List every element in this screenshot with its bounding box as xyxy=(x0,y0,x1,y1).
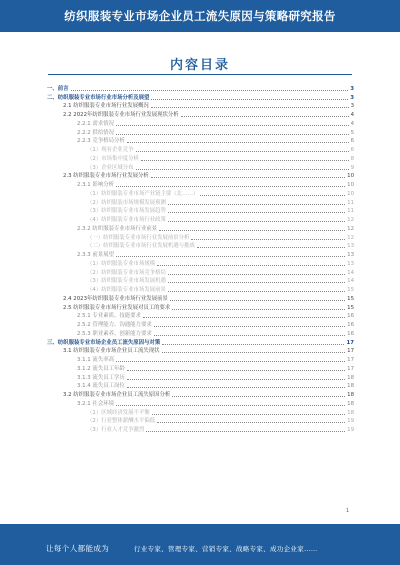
toc-entry-label: （2）纺织服装专业市场竞争格局 xyxy=(87,269,166,276)
toc-leader-dots xyxy=(136,150,349,152)
toc-entry-page: 16 xyxy=(347,322,354,328)
toc-entry-page: 18 xyxy=(347,392,354,398)
toc-entry-label: （1）现有企业竞争 xyxy=(87,147,134,153)
toc-entry-page: 18 xyxy=(347,383,354,390)
toc-entry-label: 2.5.3 职业素养、创新能力要求 xyxy=(77,330,152,337)
toc-leader-dots xyxy=(168,273,345,275)
toc-entry-page: 16 xyxy=(347,313,354,320)
toc-entry[interactable] xyxy=(47,355,354,364)
toc-entry[interactable] xyxy=(47,338,354,347)
toc-entry[interactable] xyxy=(47,180,354,189)
toc-entry-page: 14 xyxy=(347,269,354,276)
toc-entry[interactable] xyxy=(47,408,354,417)
toc-entry[interactable] xyxy=(47,224,354,233)
toc-entry-label: 2.5.1 专业素质、技能要求 xyxy=(77,313,141,320)
toc-leader-dots xyxy=(197,246,345,248)
toc-entry-label: 3.2 纺织服装专业市场企业员工流失原因分析 xyxy=(63,392,171,398)
toc-leader-dots xyxy=(172,308,345,310)
toc-entry-label: （3）纺织服装专业市场发展趋势 xyxy=(87,208,166,215)
toc-entry-label: （2）市场集中度分析 xyxy=(87,155,139,162)
toc-leader-dots xyxy=(143,316,345,318)
toc-entry-page: 13 xyxy=(347,243,354,250)
toc-entry[interactable] xyxy=(47,119,354,128)
toc-leader-dots xyxy=(157,264,345,266)
toc-leader-dots xyxy=(168,211,345,213)
toc-entry[interactable] xyxy=(47,364,354,373)
toc-entry[interactable] xyxy=(47,320,354,329)
toc-leader-dots xyxy=(71,89,349,91)
toc-heading: 内容目录 xyxy=(169,58,230,73)
toc-entry-page: 14 xyxy=(347,278,354,285)
toc-leader-dots xyxy=(168,220,345,222)
toc-entry-label: （3）行业人才竞争激烈 xyxy=(87,427,145,433)
toc-leader-dots xyxy=(116,133,349,135)
toc-entry-page: 17 xyxy=(346,339,354,346)
toc-leader-dots xyxy=(181,115,349,117)
toc-entry[interactable] xyxy=(47,207,354,216)
toc-entry[interactable] xyxy=(47,233,354,242)
toc-entry-label: 3.1.2 流失员工年龄 xyxy=(77,365,125,372)
toc-leader-dots xyxy=(157,421,345,423)
toc-entry[interactable] xyxy=(47,242,354,251)
toc-entry-page: 11 xyxy=(347,208,354,215)
toc-entry[interactable] xyxy=(47,93,354,102)
toc-entry-page: 10 xyxy=(347,182,354,188)
toc-divider xyxy=(48,74,352,75)
toc-leader-dots xyxy=(127,386,345,388)
toc-entry-page: 13 xyxy=(347,252,354,258)
toc-entry-page: 16 xyxy=(347,330,354,337)
toc-entry[interactable] xyxy=(47,102,354,111)
toc-entry-page: 19 xyxy=(347,427,354,433)
toc-entry[interactable] xyxy=(47,390,354,399)
toc-entry-label: 二、纺织服装专业市场行业市场分析及展望 xyxy=(47,94,150,101)
toc-entry[interactable] xyxy=(47,382,354,391)
toc-entry[interactable] xyxy=(47,347,354,356)
toc-entry-page: 17 xyxy=(347,357,354,363)
toc-leader-dots xyxy=(116,404,345,406)
toc-entry-label: （二）纺织服装专业市场行业发展机遇与挑战 xyxy=(87,243,195,250)
toc-entry-label: 2.3.1 影响分析 xyxy=(77,182,114,188)
toc-entry[interactable] xyxy=(47,215,354,224)
toc-leader-dots xyxy=(154,334,345,336)
toc-entry-label: 2.3 纺织服装专业市场行业发展分析 xyxy=(63,173,149,180)
toc-leader-dots xyxy=(151,106,349,108)
toc-entry[interactable] xyxy=(47,399,354,408)
toc-entry-page: 11 xyxy=(347,199,354,206)
toc-entry-page: 10 xyxy=(347,173,354,180)
toc-entry-page: 19 xyxy=(347,418,354,425)
toc-entry[interactable] xyxy=(47,110,354,119)
toc-entry-page: 15 xyxy=(347,304,354,311)
toc-leader-dots xyxy=(200,194,345,196)
toc-entry-label: （1）纺织服装专业市场产业链主要（北……） xyxy=(87,190,199,197)
toc-entry-label: 2.3.3 前景展望 xyxy=(77,252,114,258)
toc-entry-page: 8 xyxy=(350,155,354,162)
toc-entry-label: 3.1.1 流失率高 xyxy=(77,357,114,363)
toc-entry-label: 2.2.2 供给情况 xyxy=(77,129,114,136)
toc-entry-page: 18 xyxy=(347,409,354,416)
toc-entry-label: （3）企业区域分布 xyxy=(87,164,134,171)
toc-entry[interactable] xyxy=(47,259,354,268)
toc-entry-page: 3 xyxy=(350,103,354,110)
toc-entry[interactable] xyxy=(47,303,354,312)
toc-entry[interactable] xyxy=(47,84,354,93)
toc-entry-label: 3.1.4 流失员工岗位 xyxy=(77,383,125,390)
toc-entry-label: （4）纺织服装专业市场发展前景 xyxy=(87,287,166,293)
toc-leader-dots xyxy=(159,229,345,231)
toc-entry-label: 3.1.3 流失员工学历 xyxy=(77,374,125,381)
toc-leader-dots xyxy=(127,369,345,371)
toc-leader-dots xyxy=(154,325,345,327)
toc-entry[interactable] xyxy=(47,373,354,382)
toc-entry-label: （3）纺织服装专业市场发展机遇 xyxy=(87,278,166,285)
toc-entry-label: 3.1 纺织服装专业市场企业员工流失现状 xyxy=(63,348,160,355)
toc-entry-label: 2.5.2 管理能力、沟通能力要求 xyxy=(77,322,152,328)
toc-entry[interactable] xyxy=(47,198,354,207)
toc-entry-label: 一、前言 xyxy=(47,85,69,92)
toc-entry[interactable] xyxy=(47,163,354,172)
toc-entry-label: （一）纺织服装专业市场行业发展前景分析 xyxy=(87,234,190,241)
toc-entry-page: 17 xyxy=(347,365,354,372)
toc-leader-dots xyxy=(170,299,345,301)
toc-entry-page: 12 xyxy=(347,225,354,232)
toc-entry-page: 9 xyxy=(350,164,354,171)
table-of-contents xyxy=(47,84,354,434)
toc-leader-dots xyxy=(191,238,345,240)
footer-slogan: 让每个人都能成为 xyxy=(46,544,110,553)
toc-entry-page: 17 xyxy=(347,348,354,355)
report-title: 纺织服装专业市场企业员工流失原因与策略研究报告 xyxy=(64,9,336,23)
toc-leader-dots xyxy=(127,378,345,380)
toc-entry[interactable] xyxy=(47,145,354,154)
toc-entry[interactable] xyxy=(47,128,354,137)
page-number: 1 xyxy=(346,508,350,514)
toc-entry-page: 12 xyxy=(347,217,354,223)
toc-leader-dots xyxy=(168,281,345,283)
toc-entry-page: 5 xyxy=(350,129,354,136)
toc-entry-label: 2.4 2023年纺织服装专业市场行业发展前景 xyxy=(63,295,168,302)
toc-entry-label: （4）纺织服装专业市场行业政策 xyxy=(87,217,166,223)
toc-entry-label: （1）纺织服装专业市场规模 xyxy=(87,260,156,267)
toc-leader-dots xyxy=(172,395,345,397)
toc-entry-label: 2.2 2022年纺织服装专业市场行业发展现状分析 xyxy=(63,112,179,118)
toc-leader-dots xyxy=(116,185,345,187)
toc-entry-page: 6 xyxy=(350,147,354,153)
toc-entry-label: 2.1 纺织服装专业市场行业发展概况 xyxy=(63,103,149,110)
toc-entry-label: 2.2.3 竞争格局分析 xyxy=(77,138,125,145)
toc-entry-label: 2.3.2 纺织服装专业市场行业前景 xyxy=(77,225,158,232)
toc-entry-page: 12 xyxy=(347,234,354,241)
toc-entry-label: 2.2.1 需求情况 xyxy=(77,120,114,127)
toc-leader-dots xyxy=(168,290,345,292)
toc-leader-dots xyxy=(141,159,349,161)
toc-entry[interactable] xyxy=(47,285,354,294)
toc-entry[interactable] xyxy=(47,425,354,434)
toc-leader-dots xyxy=(162,351,346,353)
toc-entry-label: 三、纺织服装专业市场企业员工流失原因与对策 xyxy=(47,339,161,346)
toc-entry[interactable] xyxy=(47,268,354,277)
toc-entry-page: 3 xyxy=(350,94,354,101)
toc-entry-label: （2）纺织服装市场规模发展预测 xyxy=(87,199,166,206)
toc-entry-label: 2.5 纺织服装专业市场行业发展对员工的要求 xyxy=(63,304,171,311)
toc-entry-page: 18 xyxy=(347,400,354,407)
toc-entry[interactable] xyxy=(47,172,354,181)
toc-entry[interactable] xyxy=(47,417,354,426)
toc-entry-page: 15 xyxy=(347,295,354,302)
toc-entry[interactable] xyxy=(47,250,354,259)
toc-leader-dots xyxy=(168,203,345,205)
toc-entry[interactable] xyxy=(47,294,354,303)
toc-leader-dots xyxy=(152,413,345,415)
toc-entry-page: 10 xyxy=(347,190,354,197)
toc-leader-dots xyxy=(116,255,345,257)
toc-leader-dots xyxy=(127,141,349,143)
toc-entry-page: 4 xyxy=(350,112,354,118)
toc-entry-page: 4 xyxy=(350,120,354,127)
toc-leader-dots xyxy=(151,98,348,100)
toc-entry-page: 13 xyxy=(347,260,354,267)
toc-entry[interactable] xyxy=(47,329,354,338)
toc-entry[interactable] xyxy=(47,312,354,321)
toc-leader-dots xyxy=(151,176,345,178)
toc-entry[interactable] xyxy=(47,189,354,198)
toc-entry-label: （2）行业整体薪酬水平偏低 xyxy=(87,418,156,425)
toc-entry-label: （1）区域经济发展不平衡 xyxy=(87,409,150,416)
toc-entry-page: 3 xyxy=(350,85,354,92)
toc-entry-page: 15 xyxy=(347,287,354,293)
toc-entry-page: 18 xyxy=(347,374,354,381)
toc-leader-dots xyxy=(162,343,344,345)
toc-leader-dots xyxy=(136,168,349,170)
toc-entry-page: 6 xyxy=(350,138,354,145)
toc-entry[interactable] xyxy=(47,277,354,286)
toc-entry-label: 3.2.1 社会环境 xyxy=(77,400,114,407)
toc-leader-dots xyxy=(116,360,345,362)
toc-leader-dots xyxy=(146,430,345,432)
toc-entry[interactable] xyxy=(47,154,354,163)
toc-leader-dots xyxy=(116,124,349,126)
toc-entry[interactable] xyxy=(47,137,354,146)
footer-roles: 行业专家、管理专家、营销专家、战略专家、成功企业家…… xyxy=(134,545,318,553)
